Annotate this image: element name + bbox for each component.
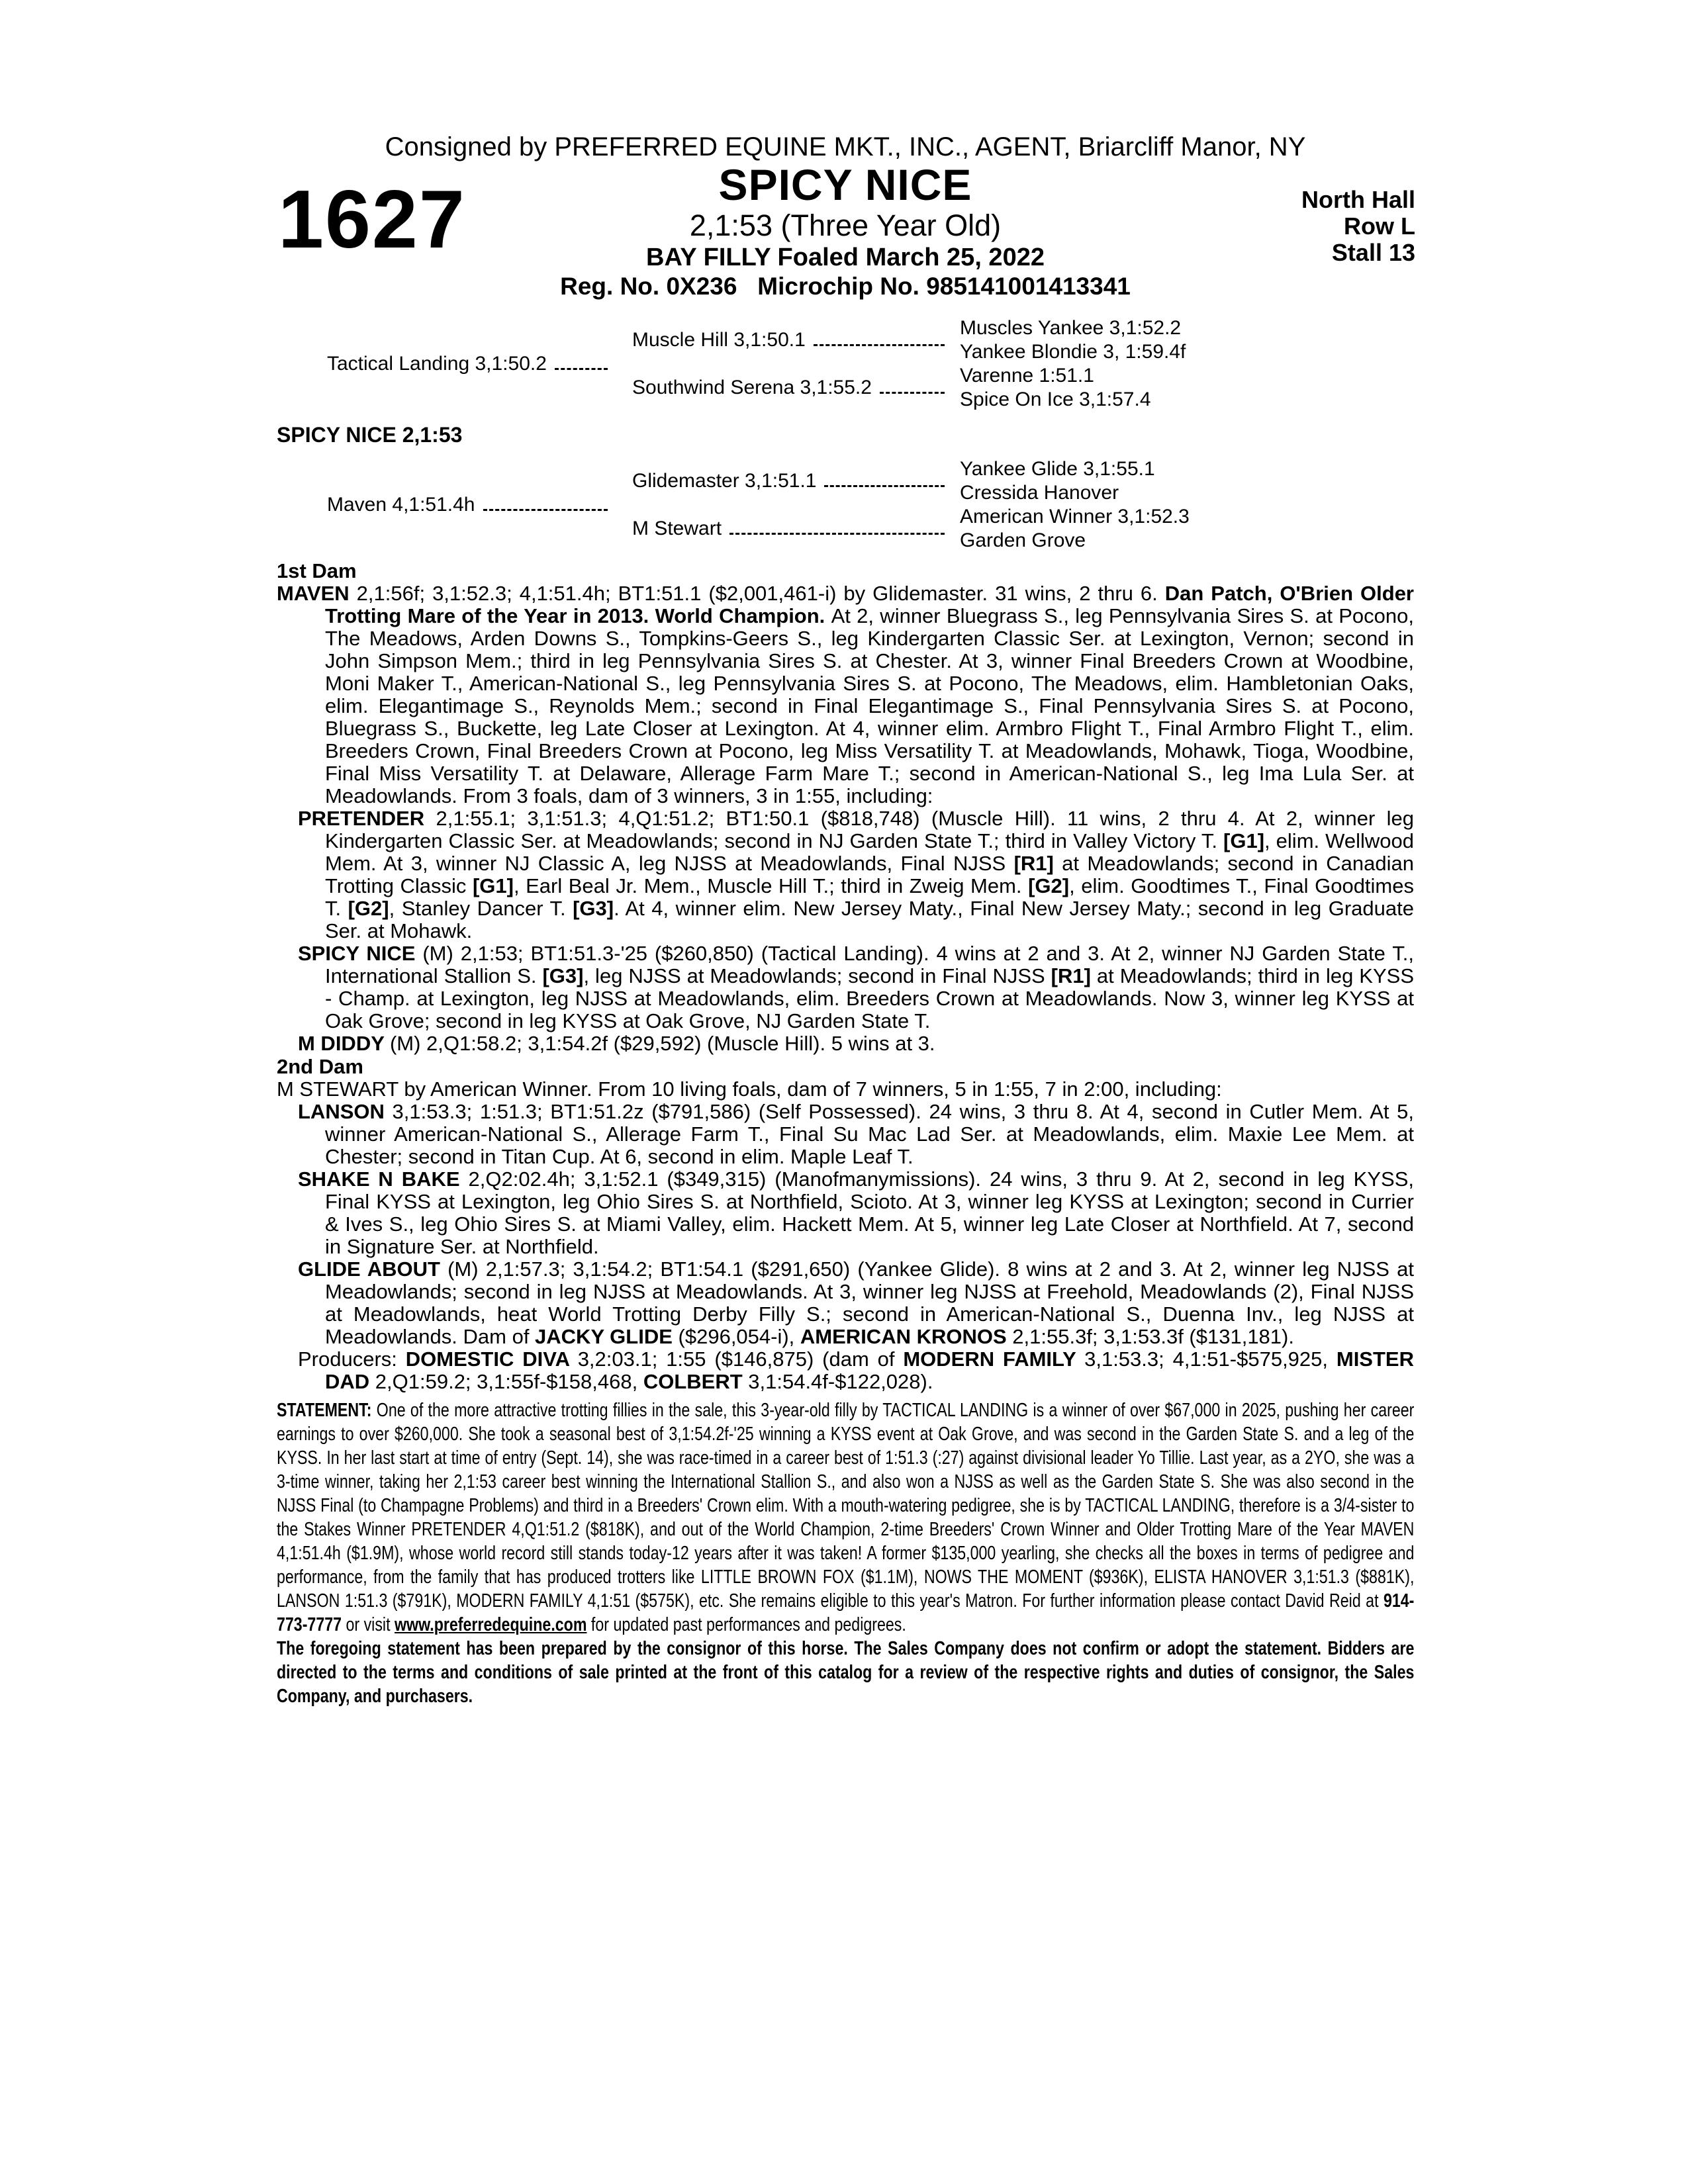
catalog-body (277, 559, 1414, 1708)
pedigree-connector (880, 377, 945, 394)
pedigree-name: Spice On Ice 3,1:57.4 (960, 388, 1151, 410)
maven-paragraph: MAVEN 2,1:56f; 3,1:52.3; 4,1:51.4h; BT1:51.1 ($2,001,461-i) by Glidemaster. 31 wins, 2 thru 6. Dan Patch, O'Brien Older Trotting Mare of the Year in 2013. World Champion. At 2, winner Bluegrass S., leg Pennsylvania Sires S. at Pocono, The Meadows, Arden Downs S., Tompkins-Geers S., leg Kindergarten Classic Ser. at Lexington, Vernon; second in John Simpson Mem.; third in leg Pennsylvania Sires S. at Chester. At 3, winner Final Breeders Crown at Woodbine, Moni Maker T., American-National S., leg Pennsylvania Sires S. at Pocono, The Meadows, elim. Hambletonian Oaks, elim. Elegantimage S., Reynolds Mem.; second in Final Elegantimage S., Final Pennsylvania Sires S. at Pocono, Bluegrass S., Buckette, leg Late Closer at Lexington. At 4, winner elim. Armbro Flight T., Final Armbro Flight T., elim. Breeders Crown, Final Breeders Crown at Pocono, leg Miss Versatility T. at Meadowlands, Mohawk, Tioga, Woodbine, Final Miss Versatility T. at Delaware, Allerage Farm Mare T.; second in American-National S., leg Ima Lula Ser. at Meadowlands. From 3 foals, dam of 3 winners, 3 in 1:55, including: (277, 582, 1415, 807)
pedigree-ancestor (960, 365, 1094, 387)
statement-paragraph: STATEMENT: One of the more attractive trotting fillies in the sale, this 3-year-old filly by TACTICAL LANDING is a winner of over $67,000 in 2025, pushing her career earnings to over $260,000. She took a seasonal best of 3,1:54.2f-'25 winning a KYSS event at Oak Grove, and was second in the Garden State S. and a leg of the KYSS. In her last start at time of entry (Sept. 14), she was race-timed in a career best of 1:51.3 (:27) against divisional leader Yo Tillie. Last year, as a 2YO, she was a 3-time winner, taking her 2,1:53 career best winning the International Stallion S., and also won a NJSS as well as the Garden State S. She was also second in the NJSS Final (to Champagne Problems) and third in a Breeders' Crown elim. With a mouth-watering pedigree, she is by TACTICAL LANDING, therefore is a 3/4-sister to the Stakes Winner PRETENDER 4,Q1:51.2 ($818K), and out of the World Champion, 2-time Breeders' Crown Winner and Older Trotting Mare of the Year MAVEN 4,1:51.4h ($1.9M), whose world record still stands today-12 years after it was taken! A former $135,000 yearling, she checks all the boxes in terms of pedigree and performance, from the family that has produced trotters like LITTLE BROWN FOX ($1.1M), NOWS THE MOMENT ($936K), ELISTA HANOVER 3,1:51.3 ($881K), LANSON 1:51.3 ($791K), MODERN FAMILY 4,1:51 ($575K), etc. She remains eligible to this year's Matron. For further information please contact David Reid at 914-773-7777 or visit www.preferredequine.com for updated past performances and pedigrees. (277, 1400, 1415, 1635)
pedigree-sire-name: Tactical Landing 3,1:50.2 (327, 353, 547, 375)
consignor-line: Consigned by PREFERRED EQUINE MKT., INC., AGENT, Briarcliff Manor, NY (385, 132, 1306, 161)
pedigree-ancestor (960, 529, 1086, 552)
pedigree-ancestor (960, 506, 1190, 528)
pedigree-name: Muscles Yankee 3,1:52.2 (960, 317, 1182, 339)
pedigree-dam (327, 494, 612, 516)
pedigree-sire-sire (632, 329, 949, 351)
first-dam-heading: 1st Dam (277, 559, 357, 582)
location-stall: Stall 13 (1331, 239, 1415, 266)
hip-number: 1627 (278, 174, 466, 265)
second-dam-heading: 2nd Dam (277, 1055, 363, 1078)
foaled-line: BAY FILLY Foaled March 25, 2022 (646, 244, 1045, 271)
stall-location-block (1301, 187, 1415, 266)
pedigree-ancestor (960, 317, 1181, 340)
pedigree-sire (327, 353, 612, 375)
record-line: 2,1:53 (Three Year Old) (689, 208, 1002, 242)
pedigree-name: American Winner 3,1:52.3 (960, 506, 1190, 527)
pedigree-connector (824, 470, 945, 487)
location-hall: North Hall (1301, 186, 1415, 213)
location-row: Row L (1344, 212, 1415, 240)
pedigree-connector (555, 353, 608, 370)
pedigree-ancestor (960, 458, 1155, 480)
spicy-nice-paragraph: SPICY NICE (M) 2,1:53; BT1:51.3-'25 ($260,850) (Tactical Landing). 4 wins at 2 and 3. At 2, winner NJ Garden State T., International Stallion S. [G3], leg NJSS at Meadowlands; second in Final NJSS [R1] at Meadowlands; third in leg KYSS - Champ. at Lexington, leg NJSS at Meadowlands, elim. Breeders Crown at Meadowlands. Now 3, winner leg KYSS at Oak Grove; second in leg KYSS at Oak Grove, NJ Garden State T. (298, 942, 1414, 1032)
glide-about-paragraph: GLIDE ABOUT (M) 2,1:57.3; 3,1:54.2; BT1:54.1 ($291,650) (Yankee Glide). 8 wins at 2 and 3. At 2, winner leg NJSS at Meadowlands; second in leg NJSS at Meadowlands. At 3, winner leg NJSS at Freehold, Meadowlands (2), Final NJSS at Meadowlands, heat World Trotting Derby Filly S.; second in American-National S., Duenna Inv., leg NJSS at Meadowlands. Dam of JACKY GLIDE ($296,054-i), AMERICAN KRONOS 2,1:55.3f; 3,1:53.3f ($131,181). (298, 1257, 1414, 1348)
producers-paragraph: Producers: DOMESTIC DIVA 3,2:03.1; 1:55 ($146,875) (dam of MODERN FAMILY 3,1:53.3; 4,1:51-$575,925, MISTER DAD 2,Q1:59.2; 3,1:55f-$158,468, COLBERT 3,1:54.4f-$122,028). (298, 1347, 1414, 1393)
header-center-block (277, 161, 1414, 300)
pedigree-dam-sire (632, 470, 949, 492)
pedigree-connector (483, 494, 608, 511)
pedigree-subject-name: SPICY NICE 2,1:53 (277, 423, 463, 447)
pedigree-connector (729, 518, 945, 535)
pedigree-name: Cressida Hanover (960, 482, 1119, 504)
m-stewart-paragraph: M STEWART by American Winner. From 10 living foals, dam of 7 winners, 5 in 1:55, 7 in 2:00, including: (277, 1077, 1222, 1101)
pedigree-name: Garden Grove (960, 529, 1086, 551)
pedigree-name: Varenne 1:51.1 (960, 365, 1094, 387)
pedigree-name: Glidemaster 3,1:51.1 (632, 470, 817, 492)
sales-company-disclaimer: The foregoing statement has been prepared by the consignor of this horse. The Sales Company does not confirm or adopt the statement. Bidders are directed to the terms and conditions of sale printed at the front of this catalog for a review of the respective rights and duties of consignor, the Sales Company, and purchasers. (277, 1638, 1415, 1707)
pedigree-name: Yankee Glide 3,1:55.1 (960, 458, 1155, 480)
lanson-paragraph: LANSON 3,1:53.3; 1:51.3; BT1:51.2z ($791,586) (Self Possessed). 24 wins, 3 thru 8. At 4, second in Cutler Mem. At 5, winner American-National S., Allerage Farm T., Final Su Mac Lad Ser. at Meadowlands, elim. Maxie Lee Mem. at Chester; second in Titan Cup. At 6, second in elim. Maple Leaf T. (298, 1100, 1415, 1168)
pedigree-ancestor (960, 388, 1151, 411)
m-diddy-paragraph: M DIDDY (M) 2,Q1:58.2; 3,1:54.2f ($29,592) (Muscle Hill). 5 wins at 3. (298, 1032, 935, 1055)
shake-n-bake-paragraph: SHAKE N BAKE 2,Q2:02.4h; 3,1:52.1 ($349,315) (Manofmanymissions). 24 wins, 3 thru 9. At 2, second in leg KYSS, Final KYSS at Lexington, leg Ohio Sires S. at Northfield, Scioto. At 3, winner leg KYSS at Lexington; second in Currier & Ives S., leg Ohio Sires S. at Miami Valley, elim. Hackett Mem. At 5, winner leg Late Closer at Northfield. At 7, second in Signature Ser. at Northfield. (298, 1167, 1414, 1258)
statement-block (277, 1398, 1414, 1708)
pedigree-chart (277, 311, 1429, 559)
pedigree-name: Muscle Hill 3,1:50.1 (632, 329, 806, 351)
pretender-paragraph: PRETENDER 2,1:55.1; 3,1:51.3; 4,Q1:51.2; BT1:50.1 ($818,748) (Muscle Hill). 11 wins, 2 thru 4. At 2, winner leg Kindergarten Classic Ser. at Meadowlands; second in NJ Garden State T.; third in Valley Victory T. [G1], elim. Wellwood Mem. At 3, winner NJ Classic A, leg NJSS at Meadowlands, Final NJSS [R1] at Meadowlands; second in Canadian Trotting Classic [G1], Earl Beal Jr. Mem., Muscle Hill T.; third in Zweig Mem. [G2], elim. Goodtimes T., Final Goodtimes T. [G2], Stanley Dancer T. [G3]. At 4, winner elim. New Jersey Maty., Final New Jersey Maty.; second in leg Graduate Ser. at Mohawk. (298, 807, 1414, 942)
pedigree-sire-dam (632, 377, 949, 399)
pedigree-dam-dam (632, 518, 949, 540)
horse-name: SPICY NICE (718, 160, 972, 209)
pedigree-dam-name: Maven 4,1:51.4h (327, 494, 475, 516)
pedigree-ancestor (960, 482, 1119, 504)
pedigree-name: Southwind Serena 3,1:55.2 (632, 377, 872, 398)
pedigree-ancestor (960, 341, 1186, 363)
pedigree-name: M Stewart (632, 518, 722, 539)
pedigree-name: Yankee Blondie 3, 1:59.4f (960, 341, 1186, 363)
registration-line: Reg. No. 0X236 Microchip No. 985141001413341 (560, 273, 1131, 300)
pedigree-connector (814, 329, 945, 346)
